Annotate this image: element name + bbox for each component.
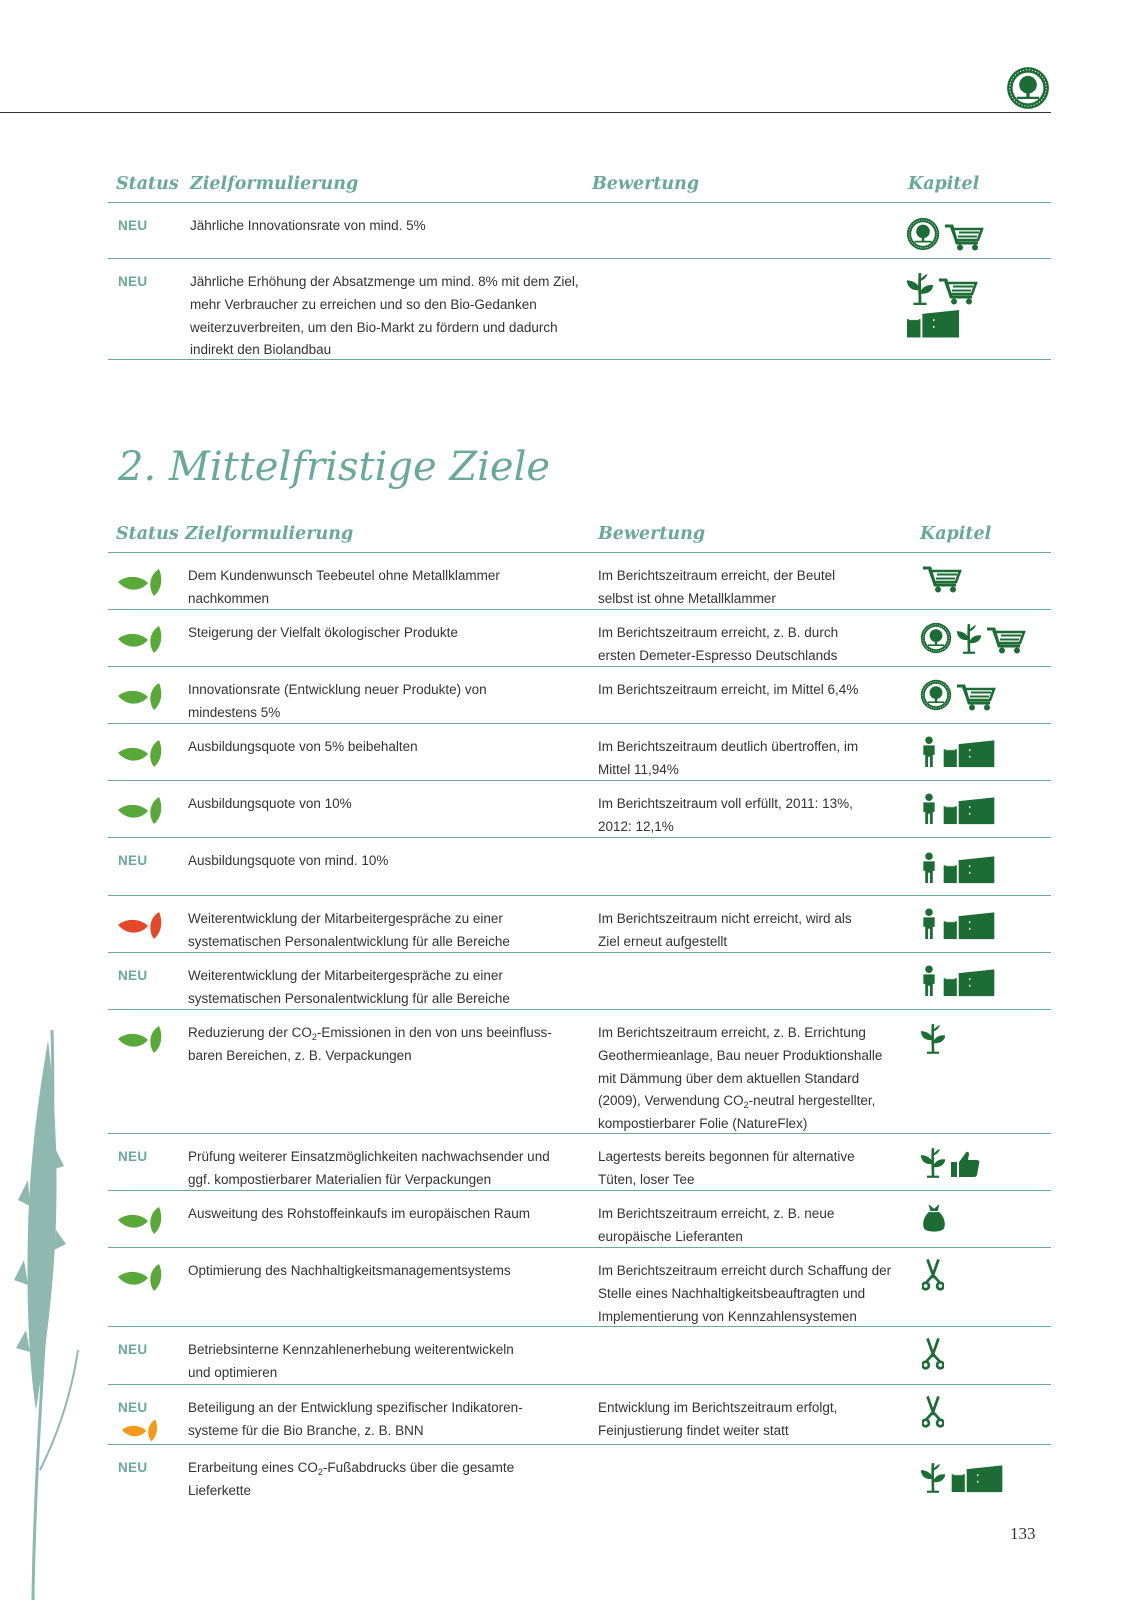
table-row: [108, 1385, 1051, 1445]
goals-table-mid-term: [108, 507, 1051, 1503]
table-row: [108, 1327, 1051, 1385]
tool-icon: [922, 1258, 944, 1292]
ziel-cell: Optimierung des Nachhaltigkeitsmanagementsystems: [188, 1263, 511, 1278]
header-kapitel: Kapitel: [908, 174, 980, 194]
logo-icon: [920, 679, 952, 711]
kapitel-icons: [920, 793, 996, 825]
leaves-achieved-icon: [116, 1261, 162, 1293]
header-status: Status: [116, 174, 179, 194]
table-header: [108, 507, 1051, 553]
kapitel-icons: [906, 271, 978, 305]
person-icon: [920, 852, 938, 884]
table-row: [108, 203, 1051, 259]
leaves-achieved-icon: [116, 1204, 162, 1236]
status-neu-badge: NEU: [118, 968, 148, 983]
ziel-cell: [188, 1457, 548, 1503]
building-icon: [942, 854, 996, 884]
ziel-cell: Betriebsinterne Kennzahlenerhebung weiterentwickeln und optimieren: [188, 1342, 514, 1380]
ziel-cell: [188, 1022, 568, 1068]
plant-icon: [920, 1022, 946, 1054]
header-bewertung: Bewertung: [598, 524, 706, 544]
cart-icon: [938, 277, 978, 305]
cart-icon: [956, 683, 996, 711]
table-row: [108, 953, 1051, 1010]
leaves-achieved-icon: [116, 794, 162, 826]
header-rule: [0, 112, 1051, 113]
ziel-cell: Weiterentwicklung der Mitarbeitergespräche zu einer systematischen Personalentwicklung für alle Bereiche: [188, 968, 510, 1006]
logo-icon: [906, 217, 940, 251]
kapitel-icons: [920, 1461, 1004, 1493]
sack-icon: [922, 1201, 946, 1235]
status-neu-badge: NEU: [118, 1400, 148, 1415]
kapitel-icons: [922, 1258, 944, 1292]
bewertung-text-b: -neutral hergestellter, kompostierbarer Folie (NatureFlex): [598, 1093, 876, 1132]
table-row: [108, 1010, 1051, 1134]
ziel-subscript: 2: [317, 1467, 323, 1477]
header-kapitel: Kapitel: [920, 524, 992, 544]
plant-icon: [920, 1146, 946, 1178]
grass-decoration-icon: [0, 1030, 90, 1600]
ziel-subscript: 2: [311, 1032, 317, 1042]
bewertung-cell: Im Berichtszeitraum erreicht, im Mittel 6,4%: [598, 682, 859, 697]
table-row: [108, 838, 1051, 896]
building-icon: [950, 1463, 1004, 1493]
bewertung-cell: Im Berichtszeitraum erreicht, z. B. durch ersten Demeter-Espresso Deutschlands: [598, 625, 839, 663]
ziel-text-b: -Fußabdrucks über die gesamte Lieferkette: [188, 1460, 515, 1498]
kapitel-icons: [920, 1022, 946, 1054]
kapitel-icons: [922, 1395, 944, 1429]
ziel-cell: Jährliche Erhöhung der Absatzmenge um mind. 8% mit dem Ziel, mehr Verbraucher zu erreichen und so den Bio-Gedanken weiterzuverbreiten, um den Bio-Markt zu fördern und dadurch indirekt den Biolandbau: [190, 274, 579, 358]
bewertung-cell: Im Berichtszeitraum erreicht, z. B. neue europäische Lieferanten: [598, 1206, 835, 1244]
kapitel-icons: [920, 679, 996, 711]
bewertung-cell: Im Berichtszeitraum erreicht, der Beutel selbst ist ohne Metallklammer: [598, 568, 836, 606]
kapitel-icons: [920, 852, 996, 884]
leaves-achieved-icon: [116, 1023, 162, 1055]
leaves-not-achieved-icon: [116, 909, 162, 941]
building-icon: [942, 967, 996, 997]
bewertung-cell: Lagertests bereits begonnen für alternative Tüten, loser Tee: [598, 1149, 855, 1187]
table-row: [108, 896, 1051, 953]
tool-icon: [922, 1337, 944, 1371]
bewertung-cell: Im Berichtszeitraum erreicht durch Schaffung der Stelle eines Nachhaltigkeitsbeauftragten und Implementierung von Kennzahlensystemen: [598, 1263, 892, 1324]
person-icon: [920, 793, 938, 825]
header-status: Status: [116, 524, 179, 544]
tool-icon: [922, 1395, 944, 1429]
thumbsup-icon: [950, 1150, 980, 1178]
person-icon: [920, 965, 938, 997]
table-row: [108, 259, 1051, 360]
bewertung-cell: Im Berichtszeitraum voll erfüllt, 2011: 13%, 2012: 12,1%: [598, 796, 853, 834]
ziel-cell: Ausbildungsquote von 10%: [188, 796, 352, 811]
kapitel-icons: [920, 1146, 980, 1178]
person-icon: [920, 736, 938, 768]
status-neu-badge: NEU: [118, 853, 148, 868]
table-row: [108, 610, 1051, 667]
kapitel-icons: [920, 908, 996, 940]
status-neu-badge: NEU: [118, 1149, 148, 1164]
logo-icon: [920, 622, 952, 654]
bewertung-cell: Entwicklung im Berichtszeitraum erfolgt, Feinjustierung findet weiter statt: [598, 1400, 838, 1438]
goals-table-short-term: [108, 160, 1051, 360]
kapitel-icons: [922, 1201, 946, 1235]
kapitel-icons: [920, 965, 996, 997]
cart-icon: [922, 565, 962, 593]
table-row: [108, 781, 1051, 838]
table-row: [108, 1191, 1051, 1248]
kapitel-icons: [922, 1337, 944, 1371]
table-header: [108, 160, 1051, 203]
building-icon: [906, 307, 960, 339]
plant-icon: [906, 271, 934, 305]
ziel-text-b: -Emissionen in den von uns beeinfluss-baren Bereichen, z. B. Verpackungen: [188, 1025, 552, 1063]
section-title: 2. Mittelfristige Ziele: [118, 444, 551, 490]
plant-icon: [956, 622, 982, 654]
page-number: 133: [1010, 1524, 1036, 1543]
kapitel-icons: [920, 622, 1026, 654]
building-icon: [942, 738, 996, 768]
status-neu-badge: NEU: [118, 218, 148, 233]
bewertung-cell: Im Berichtszeitraum deutlich übertroffen, im Mittel 11,94%: [598, 739, 859, 777]
kapitel-icons: [920, 736, 996, 768]
ziel-cell: Ausbildungsquote von mind. 10%: [188, 853, 389, 868]
plant-icon: [920, 1461, 946, 1493]
table-row: [108, 1248, 1051, 1327]
table-row: [108, 1134, 1051, 1191]
header-ziel: Zielformulierung: [190, 174, 359, 194]
table-row: [108, 667, 1051, 724]
cart-icon: [986, 626, 1026, 654]
header-bewertung: Bewertung: [592, 174, 700, 194]
leaves-in-progress-icon: [116, 1417, 162, 1443]
bewertung-cell: Im Berichtszeitraum nicht erreicht, wird als Ziel erneut aufgestellt: [598, 911, 852, 949]
table-row: [108, 724, 1051, 781]
ziel-cell: Steigerung der Vielfalt ökologischer Produkte: [188, 625, 458, 640]
ziel-cell: Ausweitung des Rohstoffeinkaufs im europäischen Raum: [188, 1206, 530, 1221]
lebensbaum-logo: [1006, 66, 1050, 110]
leaves-achieved-icon: [116, 623, 162, 655]
kapitel-icons: [922, 565, 962, 593]
ziel-text-a: Erarbeitung eines CO: [188, 1460, 318, 1475]
leaves-achieved-icon: [116, 566, 162, 598]
ziel-cell: Ausbildungsquote von 5% beibehalten: [188, 739, 418, 754]
ziel-cell: Dem Kundenwunsch Teebeutel ohne Metallklammer nachkommen: [188, 568, 500, 606]
header-ziel: Zielformulierung: [185, 524, 354, 544]
table-row: [108, 553, 1051, 610]
kapitel-icons-second-line: [906, 307, 960, 339]
ziel-cell: Beteiligung an der Entwicklung spezifischer Indikatoren-systeme für die Bio Branche, z. B. BNN: [188, 1400, 523, 1438]
building-icon: [942, 795, 996, 825]
status-neu-badge: NEU: [118, 1342, 148, 1357]
ziel-text-a: Reduzierung der CO: [188, 1025, 312, 1040]
table-row: [108, 1445, 1051, 1503]
building-icon: [942, 910, 996, 940]
kapitel-icons: [906, 217, 984, 251]
bewertung-subscript: 2: [743, 1100, 749, 1111]
ziel-cell: Innovationsrate (Entwicklung neuer Produkte) von mindestens 5%: [188, 682, 487, 720]
bewertung-cell: [598, 1022, 898, 1136]
person-icon: [920, 908, 938, 940]
leaves-achieved-icon: [116, 737, 162, 769]
leaves-achieved-icon: [116, 680, 162, 712]
ziel-cell: Prüfung weiterer Einsatzmöglichkeiten nachwachsender und ggf. kompostierbarer Materialien für Verpackungen: [188, 1149, 550, 1187]
ziel-cell: Weiterentwicklung der Mitarbeitergespräche zu einer systematischen Personalentwicklung für alle Bereiche: [188, 911, 510, 949]
cart-icon: [944, 223, 984, 251]
bewertung-text-a: Im Berichtszeitraum erreicht, z. B. Errichtung Geothermieanlage, Bau neuer Produktionshalle mit Dämmung über dem aktuellen Standard (2009), Verwendung CO: [598, 1025, 883, 1109]
status-neu-badge: NEU: [118, 1460, 148, 1475]
ziel-cell: Jährliche Innovationsrate von mind. 5%: [190, 218, 426, 233]
status-neu-badge: NEU: [118, 274, 148, 289]
